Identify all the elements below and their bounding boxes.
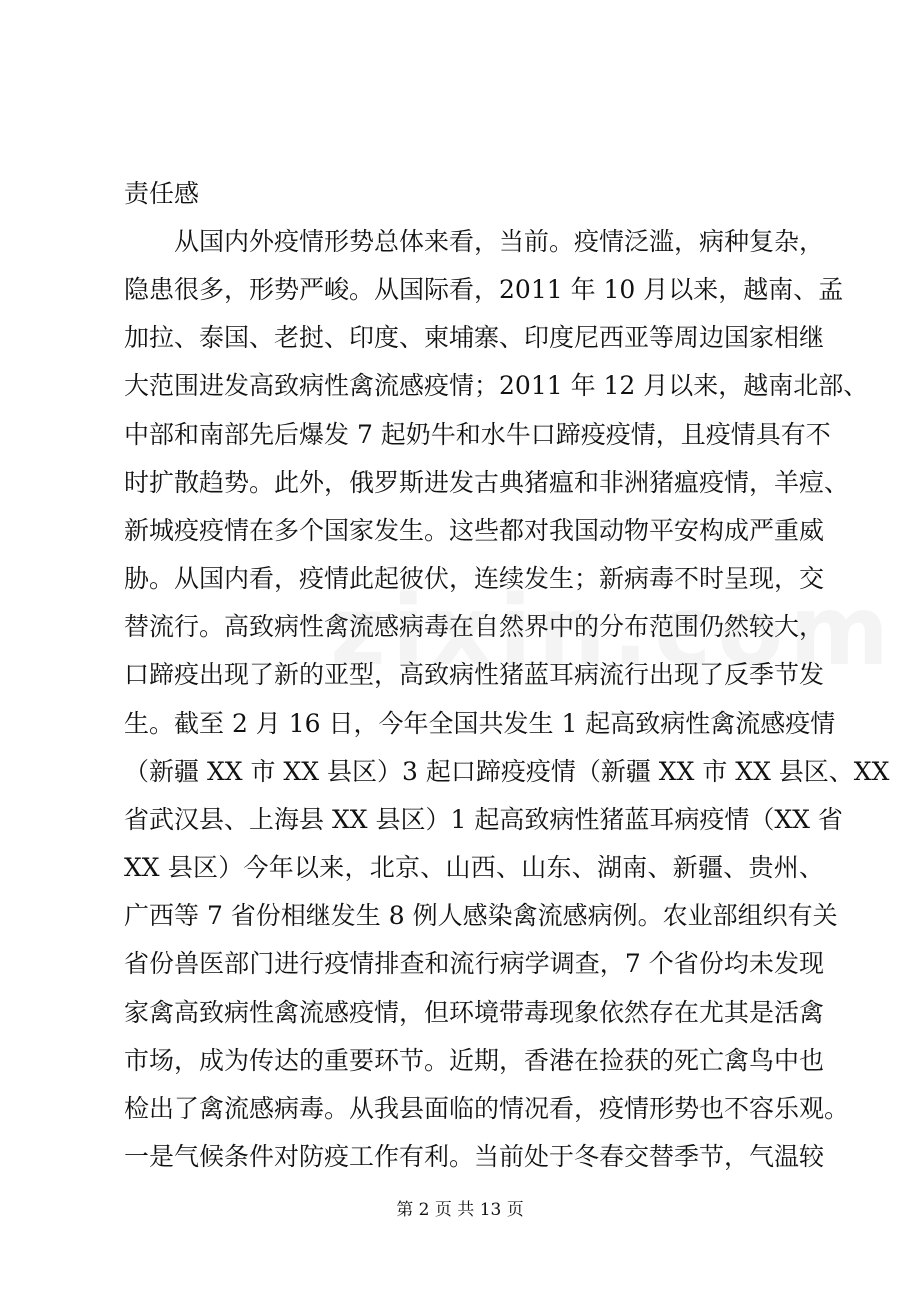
paragraph-line: 中部和南部先后爆发 7 起奶牛和水牛口蹄疫疫情，且疫情具有不	[124, 420, 831, 449]
paragraph-line: 一是气候条件对防疫工作有利。当前处于冬春交替季节，气温较	[124, 1142, 825, 1171]
paragraph-line: 时扩散趋势。此外，俄罗斯进发古典猪瘟和非洲猪瘟疫情，羊痘、	[124, 468, 850, 497]
paragraph-line: 隐患很多，形势严峻。从国际看，2011 年 10 月以来，越南、孟	[124, 275, 844, 304]
paragraph-line: 新城疫疫情在多个国家发生。这些都对我国动物平安构成严重威	[124, 516, 825, 545]
paragraph-line: 省份兽医部门进行疫情排查和流行病学调查，7 个省份均未发现	[124, 949, 824, 978]
paragraph-line: 市场，成为传达的重要环节。近期，香港在捡获的死亡禽鸟中也	[124, 1046, 825, 1075]
paragraph-line: XX 县区）今年以来，北京、山西、山东、湖南、新疆、贵州、	[124, 853, 824, 882]
paragraph-line: 检出了禽流感病毒。从我县面临的情况看，疫情形势也不容乐观。	[124, 1094, 850, 1123]
paragraph-line: 口蹄疫出现了新的亚型，高致病性猪蓝耳病流行出现了反季节发	[124, 660, 825, 689]
paragraph-line: 大范围进发高致病性禽流感疫情；2011 年 12 月以来，越南北部、	[124, 371, 869, 400]
paragraph-line: 替流行。高致病性禽流感病毒在自然界中的分布范围仍然较大，	[124, 612, 825, 641]
paragraph-line: 省武汉县、上海县 XX 县区）1 起高致病性猪蓝耳病疫情（XX 省	[124, 805, 843, 834]
paragraph-line: 广西等 7 省份相继发生 8 例人感染禽流感病例。农业部组织有关	[124, 901, 838, 930]
paragraph-line: 胁。从国内看，疫情此起彼伏，连续发生；新病毒不时呈现，交	[124, 564, 825, 593]
paragraph-line: 加拉、泰国、老挝、印度、柬埔寨、印度尼西亚等周边国家相继	[124, 323, 825, 352]
heading-fragment: 责任感	[124, 179, 200, 208]
paragraph-line: （新疆 XX 市 XX 县区）3 起口蹄疫疫情（新疆 XX 市 XX 县区、XX	[124, 757, 890, 786]
paragraph-line: 家禽高致病性禽流感疫情，但环境带毒现象依然存在尤其是活禽	[124, 998, 825, 1027]
page-footer: 第 2 页 共 13 页	[396, 1200, 524, 1220]
paragraph-line: 从国内外疫情形势总体来看，当前。疫情泛滥，病种复杂，	[174, 227, 825, 256]
paragraph-line: 生。截至 2 月 16 日，今年全国共发生 1 起高致病性禽流感疫情	[124, 709, 836, 738]
